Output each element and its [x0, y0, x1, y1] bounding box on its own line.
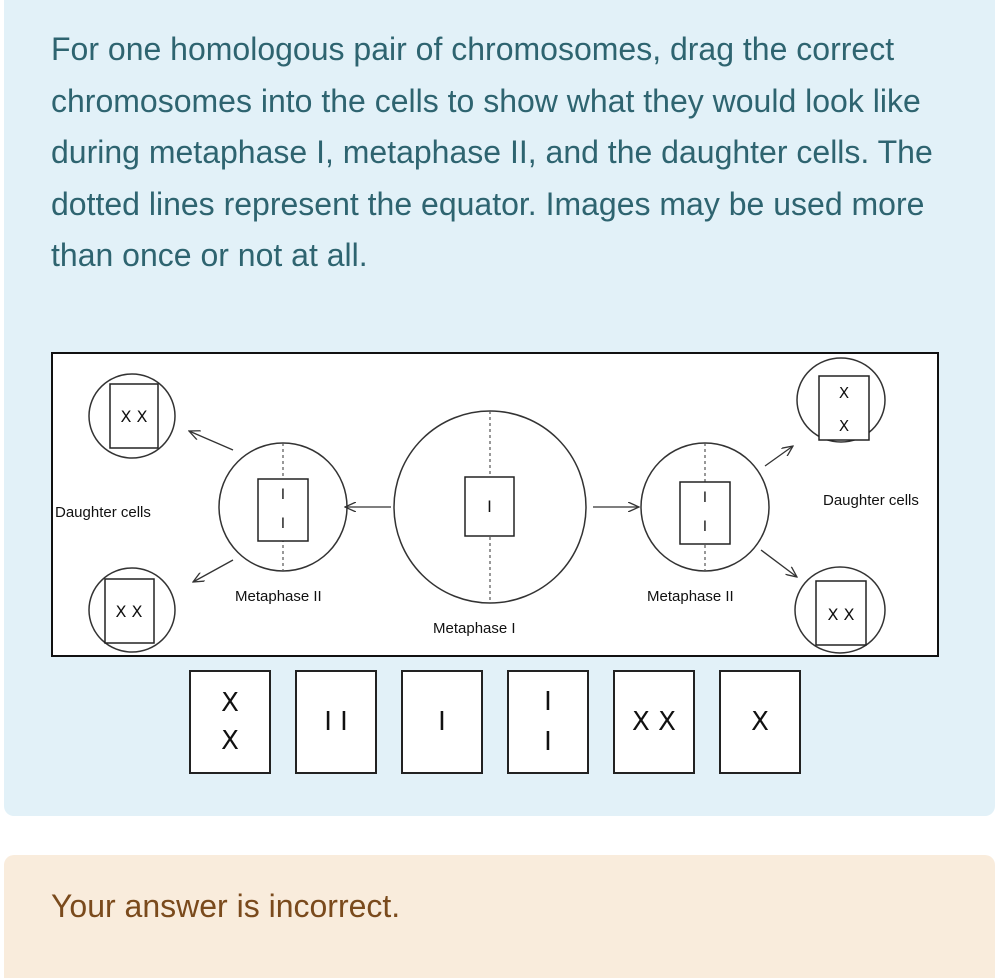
arrow-to-daughter-bottom-left: [193, 560, 233, 582]
metaphase-ii-right-chromosome-top: I: [702, 490, 708, 506]
metaphase-ii-right-chromosome-bottom: I: [702, 519, 708, 535]
tray-tile-glyph: X X: [221, 688, 239, 756]
tray-tile-single-x[interactable]: [719, 670, 801, 774]
daughter-bottom-left-chromosomes: X X: [115, 602, 143, 621]
label-metaphase-i: Metaphase I: [433, 620, 516, 637]
tray-tile-double-bar[interactable]: [295, 670, 377, 774]
tray-tile-glyph: X: [751, 707, 769, 737]
question-text: For one homologous pair of chromosomes, drag the correct chromosomes into the cells to show what they would look like during metaphase I, metaphase II, and the daughter cells. The dotted lines represent the equator. Images may be used more than once or not at all.: [51, 31, 933, 274]
arrow-to-daughter-bottom-right: [761, 550, 797, 577]
metaphase-i-chromosome: I: [487, 497, 492, 516]
meiosis-diagram: [51, 352, 939, 657]
tray-tile-glyph: X X: [632, 707, 676, 737]
tray-tile-bar-stacked[interactable]: [507, 670, 589, 774]
metaphase-ii-left-chromosome-bottom: I: [280, 516, 286, 532]
metaphase-ii-left-chromosome-top: I: [280, 487, 286, 503]
arrow-to-daughter-top-left: [189, 431, 233, 450]
tray-tile-x-stacked[interactable]: [189, 670, 271, 774]
tray-tile-double-x[interactable]: [613, 670, 695, 774]
daughter-bottom-right-chromosomes: X X: [827, 605, 855, 624]
tray-tile-glyph: I: [438, 707, 446, 737]
daughter-top-left-chromosomes: X X: [120, 407, 148, 426]
label-metaphase-ii-right: Metaphase II: [647, 588, 734, 605]
daughter-top-right-chromosome-top: X: [838, 384, 850, 402]
label-daughter-cells-left: Daughter cells: [55, 504, 151, 521]
tray-tile-glyph: I I: [324, 707, 348, 737]
diagram-canvas: [53, 354, 937, 655]
label-daughter-cells-right: Daughter cells: [823, 492, 919, 509]
feedback-message: Your answer is incorrect.: [51, 888, 401, 924]
tray-tile-single-bar[interactable]: [401, 670, 483, 774]
tray-tile-glyph: I I: [544, 687, 552, 757]
arrow-to-daughter-top-right: [765, 446, 793, 466]
label-metaphase-ii-left: Metaphase II: [235, 588, 322, 605]
daughter-top-right-chromosome-bottom: X: [838, 417, 850, 435]
